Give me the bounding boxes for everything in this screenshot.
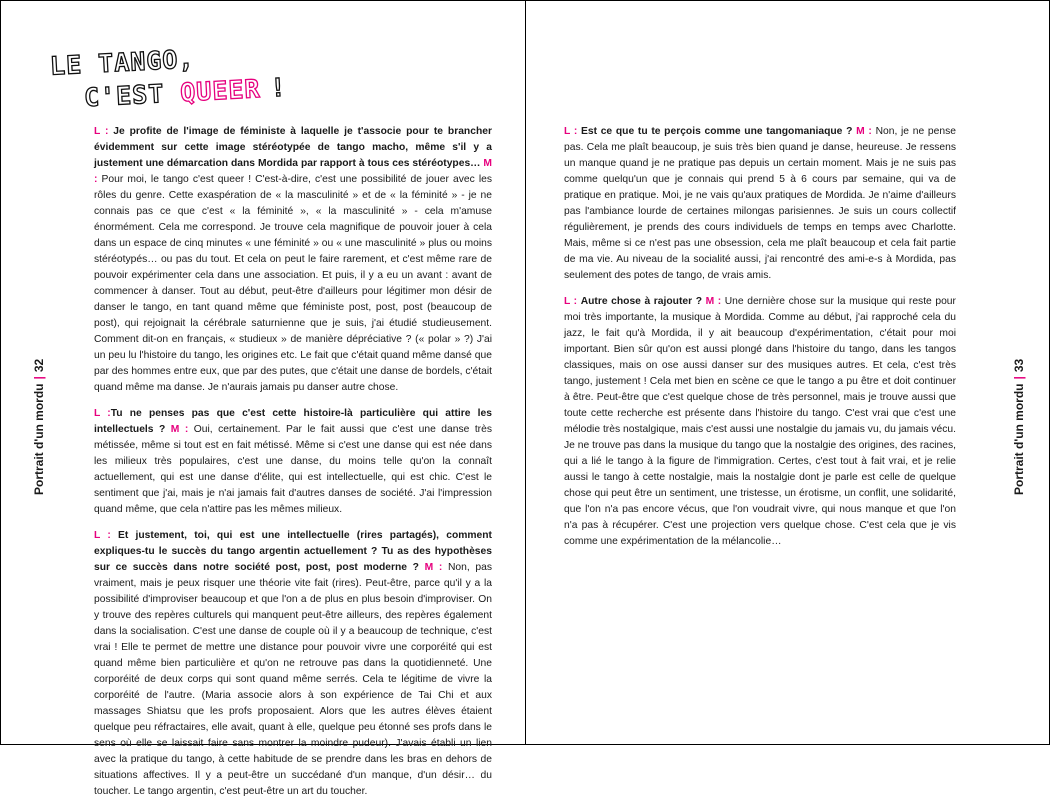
question-text: Tu ne penses pas que c'est cette histoire-là particulière qui attire les intellectuels ? <box>94 408 492 435</box>
page-number: 33 <box>1012 358 1026 373</box>
running-head: Portrait d'un mordu <box>32 383 46 495</box>
speaker-l: L : <box>564 296 578 307</box>
chapter-title <box>49 44 300 118</box>
interview-paragraph <box>94 124 492 396</box>
right-folio <box>1012 359 1026 495</box>
speaker-l: L : <box>94 530 111 541</box>
interview-paragraph <box>94 406 492 518</box>
question-text: Autre chose à rajouter ? <box>580 296 702 307</box>
running-head: Portrait d'un mordu <box>1012 383 1026 495</box>
speaker-m: M : <box>705 296 722 307</box>
speaker-l: L : <box>94 126 109 137</box>
title-exclamation: ! <box>269 72 288 103</box>
answer-text: Non, pas vraiment, mais je peux risquer une théorie vite fait (rires). Peut-être, parce qu'il y a la possibilité d'improviser beaucoup et que l'on a de plus en plus besoin d'improviser. On y trouve des repères culturels qui manquent peut-être ailleurs, des repères également dans la socialisation. C'est une danse de couple où il y a beaucoup de technique, c'est vrai ! Elle te permet de mettre une distance pour pouvoir vivre une corporéité qui est quand même bien particulière et qu'on ne retrouve pas dans la quotidienneté. Une corporéité de deux corps qui sont quand même serrés. Cela te légitime de vivre la corporéité de l'autre. (Maria associe alors à son expérience de Tai Chi et aux massages Shiatsu que les profs proposaient. Alors que les autres élèves étaient quelque peu réfractaires, elle avait, quant à elle, quelque peu étonné ses profs dans le sens où elle se laissait faire sans montrer la moindre pudeur). J'avais établi un lien avec la pratique du tango, à cette habitude de se prendre dans les bras en dehors de situations affectives. Il y a peut-être un succédané d'un manque, d'un désir… du toucher. Le tango argentin, c'est peut-être un art du toucher. <box>94 562 492 797</box>
answer-text: Oui, certainement. Par le fait aussi que c'est une danse très métissée, même si tout est en fait métissé. Même si c'est une danse qui est née dans les milieux très populaires, c'est une danse, du moins telle qu'on la connaît actuellement, qui est une danse d'élite, qui est intellectuelle, qui est chic. C'est le sentiment que j'ai, mais je n'ai jamais fait d'autres danses de société. J'ai l'impression quand même, que cela n'attire pas les mêmes milieux. <box>94 424 492 515</box>
speaker-m: M : <box>170 424 189 435</box>
title-line-2 <box>83 73 287 113</box>
answer-text: Pour moi, le tango c'est queer ! C'est-à-dire, c'est une possibilité de jouer avec les rôles du genre. Cette exaspération de « la masculinité » et de « la féminité » - je ne connais pas ce que c'est « la féminité », « la masculinité » - cela m'amuse énormément. Cela me correspond. Je trouve cela magnifique de pouvoir jouer à cela dans un espace de cinq minutes « une féminité » ou « une masculinité » plus ou moins stéréotypés… ou pas du tout. Et cela on peut le faire rarement, et c'est même rare de pouvoir expérimenter cela dans une association. Et puis, il y a eu un avant : avant de commencer à danser. Tout au début, peut-être d'ailleurs pour légitimer mon désir de danser le tango, en tant quand même que féministe post, post, post (beaucoup de post), qui rejoignait la cérébrale saturnienne que je suis, j'ai étudié studieusement. Comment dit-on en français, « studieux » de manière dépréciative ? (« polar » ?) J'ai un peu lu l'histoire du tango, les origines etc. Le fait que c'était quand même dansé que par des hommes entre eux, que par des putes, que c'était une danse de bordels, c'était quand même ma danse. Je n'aurais jamais pu danser autre chose. <box>94 174 492 393</box>
question-text: Est ce que tu te perçois comme une tangomaniaque ? <box>580 126 853 137</box>
title-highlight: QUEER <box>179 74 262 108</box>
folio-separator: | <box>32 376 46 380</box>
speaker-l: L : <box>94 408 111 419</box>
page-number: 32 <box>32 358 46 373</box>
interview-paragraph <box>94 528 492 800</box>
interview-paragraph <box>564 124 956 284</box>
left-page-body <box>94 124 492 810</box>
title-prefix: C'EST <box>83 79 166 113</box>
left-folio <box>32 359 46 495</box>
answer-text: Non, je ne pense pas. Cela me plaît beaucoup, je suis très bien quand je danse, heureuse. Je ressens un manque quand je ne pratique pas depuis un certain moment. Mais je ne suis pas comme quelqu'un que je connais qui prend 5 à 6 cours par semaine, qui va de pratique en pratique. Moi, je ne vais qu'aux pratiques de Mordida. Je n'aime d'ailleurs pas l'ambiance lourde de certaines milongas parisiennes. Je suis un cours collectif régulièrement, je prends des cours individuels de temps en temps avec Charlotte. Mais, même si ce n'est pas une obsession, cela me plaît beaucoup et cela fait partie de ma vie. Au niveau de la socialité aussi, j'ai rencontré des ami-e-s à Mordida, pas seulement des potes de tango, de vrais amis. <box>564 126 956 281</box>
question-text: Je profite de l'image de féministe à laquelle je t'associe pour te brancher évidemment sur cette image stéréotypée de tango macho, même s'il y a justement une démarcation dans Mordida par rapport à tous ces stéréotypes… <box>94 126 492 169</box>
speaker-l: L : <box>564 126 578 137</box>
speaker-m: M : <box>856 126 872 137</box>
interview-paragraph <box>564 294 956 550</box>
speaker-m: M : <box>94 158 492 185</box>
answer-text: Une dernière chose sur la musique qui reste pour moi très importante, la musique à Mordida. Comme au début, j'ai rapproché cela du jazz, le fait qu'à Mordida, il y ait beaucoup d'expérimentation, c'était pour moi important. Bien sûr qu'on est aussi plongé dans l'histoire du tango, dans les tangos classiques, mais on ose aussi danser sur des musiques autres. Et cela, c'est très tango, justement ! Cela met bien en scène ce que le tango a pu être et doit continuer à être. Peut-être que c'est quelque chose de très personnel, mais je trouve aussi que toute cette recherche est présente dans l'histoire du tango. C'est vrai que c'est une mélodie très nostalgique, mais c'est aussi une nostalgie du jamais vu, du jamais vécu. Je ne trouve pas dans la musique du tango que la nostalgie des origines, des racines, qui a lié le tango à la figure de l'immigration. Certes, c'est tout à fait vrai, et je relie aussi le tango à cette nostalgie, mais la nostalgie dont je parle est celle de quelque chose qui peut être un sentiment, une tristesse, un érotisme, un conflit, une solidarité, que l'on n'a pas encore vécus, que l'on voudrait vivre, qui nous manque et que l'on n'a pas à récupérer. C'est une projection vers quelque chose. C'est cela que je vis comme une expérimentation de la mélancolie… <box>564 296 956 547</box>
folio-separator: | <box>1012 376 1026 380</box>
speaker-m: M : <box>424 562 443 573</box>
question-text: Et justement, toi, qui est une intellectuelle (rires partagés), comment expliques-tu le succès du tango argentin actuellement ? Tu as des hypothèses sur ce succès dans notre société post, post, post moderne ? <box>94 530 492 573</box>
right-page-body <box>564 124 956 560</box>
title-line-1: LE TANGO, <box>49 44 196 81</box>
